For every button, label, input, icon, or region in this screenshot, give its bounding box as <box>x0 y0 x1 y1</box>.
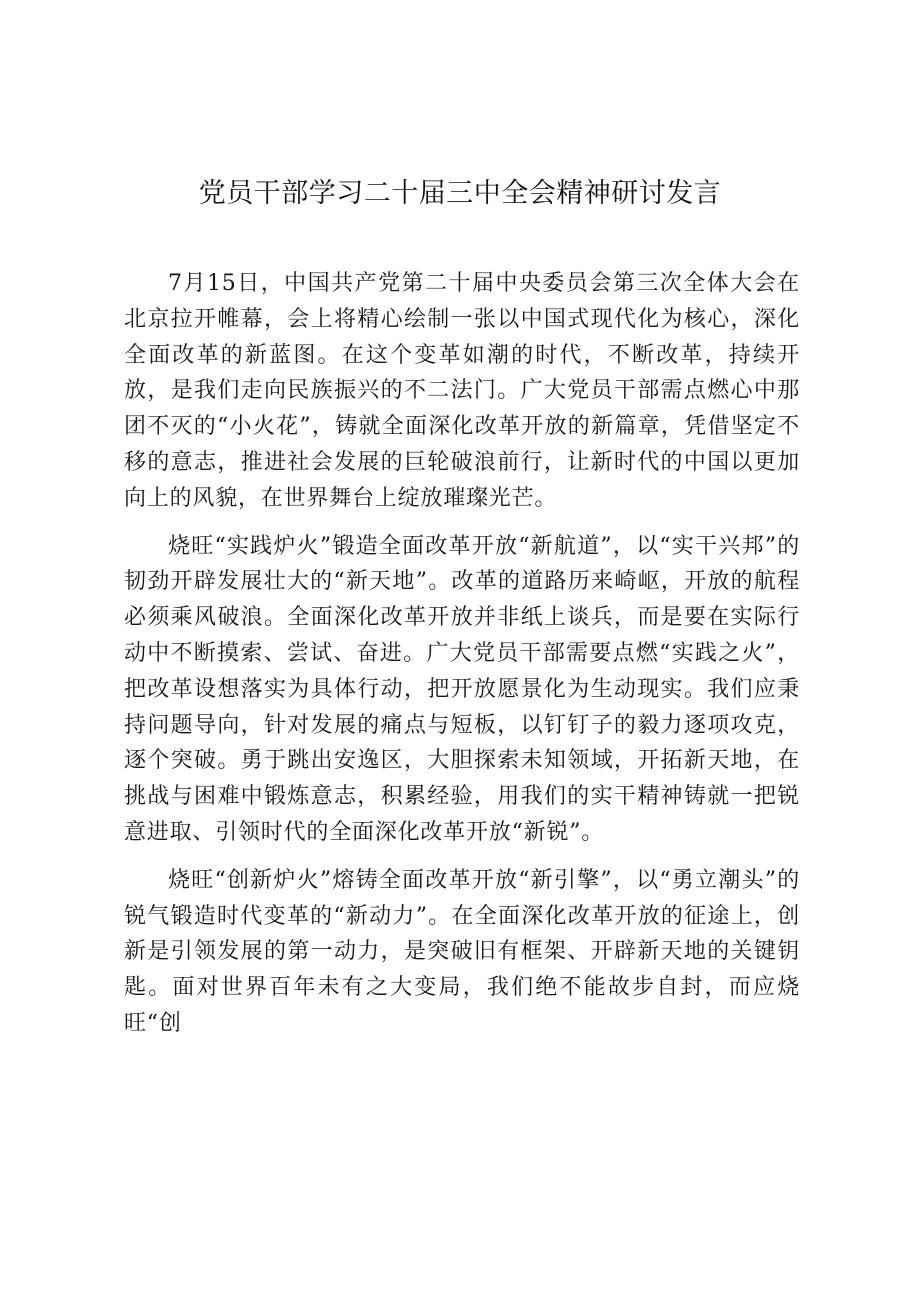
paragraph-2: 烧旺“实践炉火”锻造全面改革开放“新航道”，以“实干兴邦”的韧劲开辟发展壮大的“新天地”。改革的道路历来崎岖，开放的航程必须乘风破浪。全面深化改革开放并非纸上谈兵，而是要在实际行动中不断摸索、尝试、奋进。广大党员干部需要点燃“实践之火”，把改革设想落实为具体行动，把开放愿景化为生动现实。我们应秉持问题导向，针对发展的痛点与短板，以钉钉子的毅力逐项攻克，逐个突破。勇于跳出安逸区，大胆探索未知领域，开拓新天地，在挑战与困难中锻炼意志，积累经验，用我们的实干精神铸就一把锐意进取、引领时代的全面深化改革开放“新锐”。 <box>124 533 800 845</box>
paragraph-1: 7月15日，中国共产党第二十届中央委员会第三次全体大会在北京拉开帷幕，会上将精心绘制一张以中国式现代化为核心，深化全面改革的新蓝图。在这个变革如潮的时代，不断改革，持续开放，是我们走向民族振兴的不二法门。广大党员干部需点燃心中那团不灭的“小火花”，铸就全面深化改革开放的新篇章，凭借坚定不移的意志，推进社会发展的巨轮破浪前行，让新时代的中国以更加向上的风貌，在世界舞台上绽放璀璨光芒。 <box>124 271 800 511</box>
document-title: 党员干部学习二十届三中全会精神研讨发言 <box>198 178 722 209</box>
paragraph-3: 烧旺“创新炉火”熔铸全面改革开放“新引擎”，以“勇立潮头”的锐气锻造时代变革的“新动力”。在全面深化改革开放的征途上，创新是引领发展的第一动力，是突破旧有框架、开辟新天地的关键钥匙。面对世界百年未有之大变局，我们绝不能故步自封，而应烧旺“创 <box>124 867 800 1036</box>
document-body <box>124 266 800 1054</box>
